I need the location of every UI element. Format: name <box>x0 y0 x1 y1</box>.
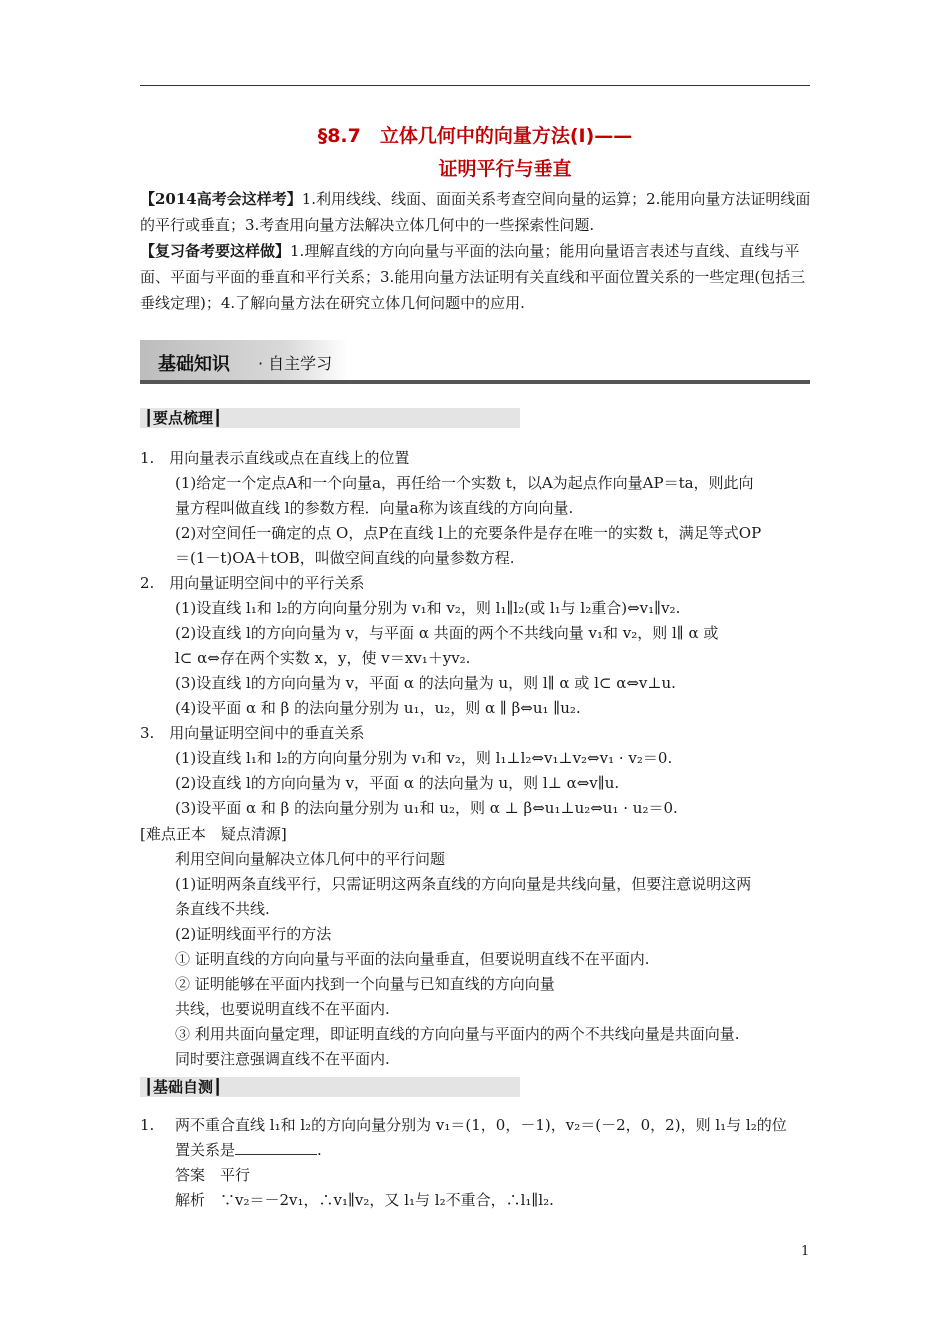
list-item: (3)设平面 α 和 β 的法向量分别为 u₁和 u₂，则 α ⊥ β⇔u₁⊥u₂⇔u₁ · u₂＝0. <box>175 799 678 817</box>
analysis-line: 解析 ∵v₂＝－2v₁，∴v₁∥v₂，又 l₁与 l₂不重合，∴l₁∥l₂. <box>175 1191 554 1209</box>
subhead-self-test <box>140 1077 520 1097</box>
exam-label: 【2014高考会这样考】 <box>140 190 302 208</box>
list-item: (2)证明线面平行的方法 <box>175 925 332 943</box>
exam-text: 1.利用线线、线面、面面关系考查空间向量的运算；2.能用向量方法证明线面的平行或垂直；3.考查用向量方法解决立体几何中的一些探索性问题. <box>140 190 811 234</box>
list-item: 共线，也要说明直线不在平面内. <box>175 1000 390 1018</box>
list-item: (1)设直线 l₁和 l₂的方向向量分别为 v₁和 v₂，则 l₁∥l₂(或 l₁与 l₂重合)⇔v₁∥v₂. <box>175 599 681 617</box>
list-item: ② 证明能够在平面内找到一个向量与已知直线的方向向量 <box>175 975 555 993</box>
exam-paragraph <box>140 186 812 238</box>
list-item: (2)设直线 l的方向向量为 v，平面 α 的法向量为 u，则 l⊥ α⇔v∥u. <box>175 774 620 792</box>
list-item: l⊂ α⇔存在两个实数 x，y，使 v＝xv₁＋yv₂. <box>175 649 471 667</box>
question-line <box>140 1114 812 1136</box>
review-text: 1.理解直线的方向向量与平面的法向量；能用向量语言表述与直线、直线与平面、平面与平面的垂直和平行关系；3.能用向量方法证明有关直线和平面位置关系的一些定理(包括三垂线定理)；4.了解向量方法在研究立体几何问题中的应用. <box>140 242 806 312</box>
list-item: (2)对空间任一确定的点 O，点P在直线 l上的充要条件是存在唯一的实数 t，满足等式OP <box>175 524 762 542</box>
answer-line: 答案 平行 <box>175 1166 251 1184</box>
list-item: 1. 用向量表示直线或点在直线上的位置 <box>140 449 410 467</box>
top-rule <box>140 85 810 86</box>
list-item: ① 证明直线的方向向量与平面的法向量垂直，但要说明直线不在平面内. <box>175 950 650 968</box>
subhead-key-points <box>140 408 520 428</box>
section-subtitle: · 自主学习 <box>258 354 333 373</box>
list-item: 量方程叫做直线 l的参数方程．向量a称为该直线的方向向量. <box>175 499 574 517</box>
review-label: 【复习备考要这样做】 <box>140 242 291 260</box>
list-item: [难点正本 疑点清源] <box>140 825 287 843</box>
list-item: 2. 用向量证明空间中的平行关系 <box>140 574 365 592</box>
list-item: (4)设平面 α 和 β 的法向量分别为 u₁，u₂，则 α ∥ β⇔u₁ ∥u₂. <box>175 699 581 717</box>
question-number: 1. <box>140 1116 155 1134</box>
page-subtitle: 证明平行与垂直 <box>438 158 572 180</box>
list-item: 利用空间向量解决立体几何中的平行问题 <box>175 850 446 868</box>
list-item: ③ 利用共面向量定理，即证明直线的方向向量与平面内的两个不共线向量是共面向量. <box>175 1025 740 1043</box>
list-item: ＝(1－t)OA＋tOB，叫做空间直线的向量参数方程. <box>175 549 515 567</box>
page-number: 1 <box>801 1244 810 1259</box>
question-end: . <box>317 1141 322 1159</box>
section-rule <box>140 380 810 384</box>
question-text: 置关系是 <box>175 1141 236 1159</box>
answer-blank <box>235 1140 317 1155</box>
subhead-self-test-label: ┃基础自测┃ <box>144 1078 223 1096</box>
question-text: 两不重合直线 l₁和 l₂的方向向量分别为 v₁＝(1，0，－1)，v₂＝(－2，0，2)，则 l₁与 l₂的位 <box>175 1116 787 1134</box>
review-paragraph <box>140 238 812 316</box>
list-item: 3. 用向量证明空间中的垂直关系 <box>140 724 365 742</box>
subhead-key-points-label: ┃要点梳理┃ <box>144 409 223 427</box>
section-header <box>140 340 810 385</box>
list-item: (1)给定一个定点A和一个向量a，再任给一个实数 t，以A为起点作向量AP＝ta，则此向 <box>175 474 754 492</box>
list-item: (1)设直线 l₁和 l₂的方向向量分别为 v₁和 v₂，则 l₁⊥l₂⇔v₁⊥v₂⇔v₁ · v₂＝0. <box>175 749 673 767</box>
list-item: 条直线不共线. <box>175 900 270 918</box>
question-line <box>175 1139 812 1161</box>
list-item: (1)证明两条直线平行，只需证明这两条直线的方向向量是共线向量，但要注意说明这两 <box>175 875 752 893</box>
section-title: 基础知识 <box>158 354 230 375</box>
list-item: (3)设直线 l的方向向量为 v，平面 α 的法向量为 u，则 l∥ α 或 l⊂ α⇔v⊥u. <box>175 674 676 692</box>
list-item: 同时要注意强调直线不在平面内. <box>175 1050 390 1068</box>
list-item: (2)设直线 l的方向向量为 v，与平面 α 共面的两个不共线向量 v₁和 v₂，则 l∥ α 或 <box>175 624 719 642</box>
page-title: §8.7 立体几何中的向量方法(Ⅰ)—— <box>317 125 633 147</box>
